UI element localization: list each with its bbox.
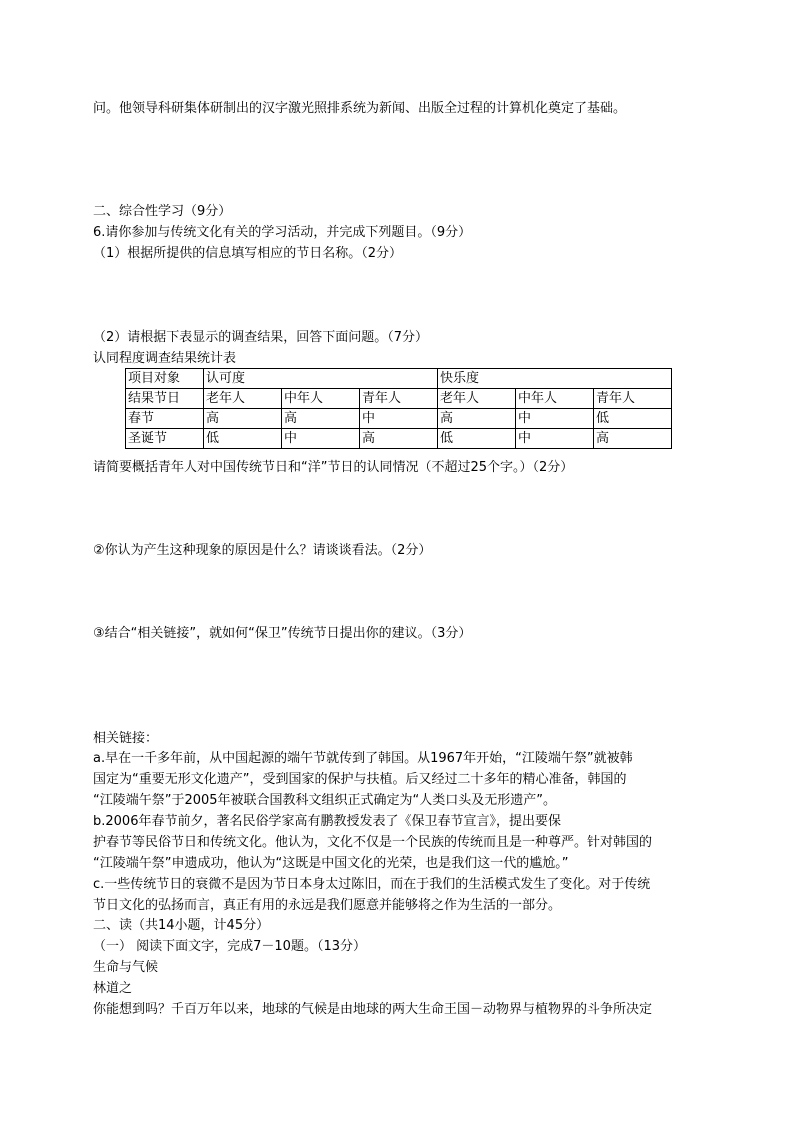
- link-b-line: “江陵端午祭”申遗成功，他认为“这既是中国文化的光荣，也是我们这一代的尴尬。”: [93, 856, 569, 871]
- question-6-2: （2）请根据下表显示的调查结果，回答下面问题。（7分）: [93, 330, 429, 345]
- table-cell: 结果节日: [126, 389, 204, 409]
- section-heading: 二、读（共14小题，计45分）: [93, 918, 270, 933]
- table-cell: 圣诞节: [126, 429, 204, 449]
- table-row: [126, 429, 672, 449]
- link-c-line: c.一些传统节日的衰微不是因为节日本身太过陈旧，而在于我们的生活模式发生了变化。对于传统: [93, 877, 651, 892]
- survey-table: [125, 368, 672, 449]
- table-cell: 老年人: [204, 389, 282, 409]
- article-title: 生命与气候: [93, 960, 159, 975]
- table-row: [126, 409, 672, 429]
- link-a-line: “江陵端午祭”于2005年被联合国教科文组织正式确定为“人类口头及无形遗产”。: [93, 793, 557, 808]
- table-cell: 中: [516, 409, 594, 429]
- section-heading: 二、综合性学习（9分）: [93, 204, 232, 219]
- table-cell: 中年人: [516, 389, 594, 409]
- table-cell: 春节: [126, 409, 204, 429]
- table-cell: 高: [594, 429, 672, 449]
- question-6: 6.请你参加与传统文化有关的学习活动，并完成下列题目。（9分）: [93, 225, 472, 240]
- table-cell: 低: [204, 429, 282, 449]
- link-title: 相关链接：: [93, 731, 159, 746]
- reading-instruction: （一） 阅读下面文字，完成7－10题。（13分）: [93, 939, 366, 954]
- question-a: 请简要概括青年人对中国传统节日和“洋”节日的认同情况（不超过25个字。）（2分）: [93, 460, 574, 475]
- table-cell: 高: [360, 429, 438, 449]
- link-b-line: 护春节等民俗节日和传统文化。他认为，文化不仅是一个民族的传统而且是一种尊严。针对韩国的: [93, 835, 653, 850]
- question-c: ③结合“相关链接”，就如何“保卫”传统节日提出你的建议。（3分）: [93, 626, 472, 641]
- table-cell: 中: [360, 409, 438, 429]
- table-cell: 项目对象: [126, 369, 204, 389]
- table-cell: 低: [594, 409, 672, 429]
- article-text: 你能想到吗？千百万年以来，地球的气候是由地球的两大生命王国－动物界与植物界的斗争所决定: [93, 1002, 653, 1017]
- table-cell: 低: [438, 429, 516, 449]
- table-row: [126, 389, 672, 409]
- table-cell: 快乐度: [438, 369, 672, 389]
- link-b-line: b.2006年春节前夕，著名民俗学家高有鹏教授发表了《保卫春节宣言》，提出要保: [93, 814, 561, 829]
- table-cell: 老年人: [438, 389, 516, 409]
- table-cell: 中: [282, 429, 360, 449]
- table-cell: 中年人: [282, 389, 360, 409]
- table-cell: 认可度: [204, 369, 438, 389]
- table-cell: 中: [516, 429, 594, 449]
- question-6-1: （1）根据所提供的信息填写相应的节日名称。（2分）: [93, 246, 403, 261]
- question-b: ②你认为产生这种现象的原因是什么？请谈谈看法。（2分）: [93, 543, 432, 558]
- table-cell: 高: [204, 409, 282, 429]
- table-row: [126, 369, 672, 389]
- link-c-line: 节日文化的弘扬而言，真正有用的永远是我们愿意并能够将之作为生活的一部分。: [93, 898, 562, 913]
- text-line: 问。他领导科研集体研制出的汉字激光照排系统为新闻、出版全过程的计算机化奠定了基础。: [93, 101, 627, 116]
- table-title: 认同程度调查结果统计表: [93, 351, 237, 366]
- table-cell: 青年人: [594, 389, 672, 409]
- article-author: 林道之: [93, 981, 133, 996]
- table-cell: 青年人: [360, 389, 438, 409]
- table-cell: 高: [438, 409, 516, 429]
- link-a-line: 国定为“重要无形文化遗产”，受到国家的保护与扶植。后又经过二十多年的精心准备，韩国的: [93, 772, 627, 787]
- table-cell: 高: [282, 409, 360, 429]
- link-a-line: a.早在一千多年前，从中国起源的端午节就传到了韩国。从1967年开始，“江陵端午祭”就被韩: [93, 751, 633, 766]
